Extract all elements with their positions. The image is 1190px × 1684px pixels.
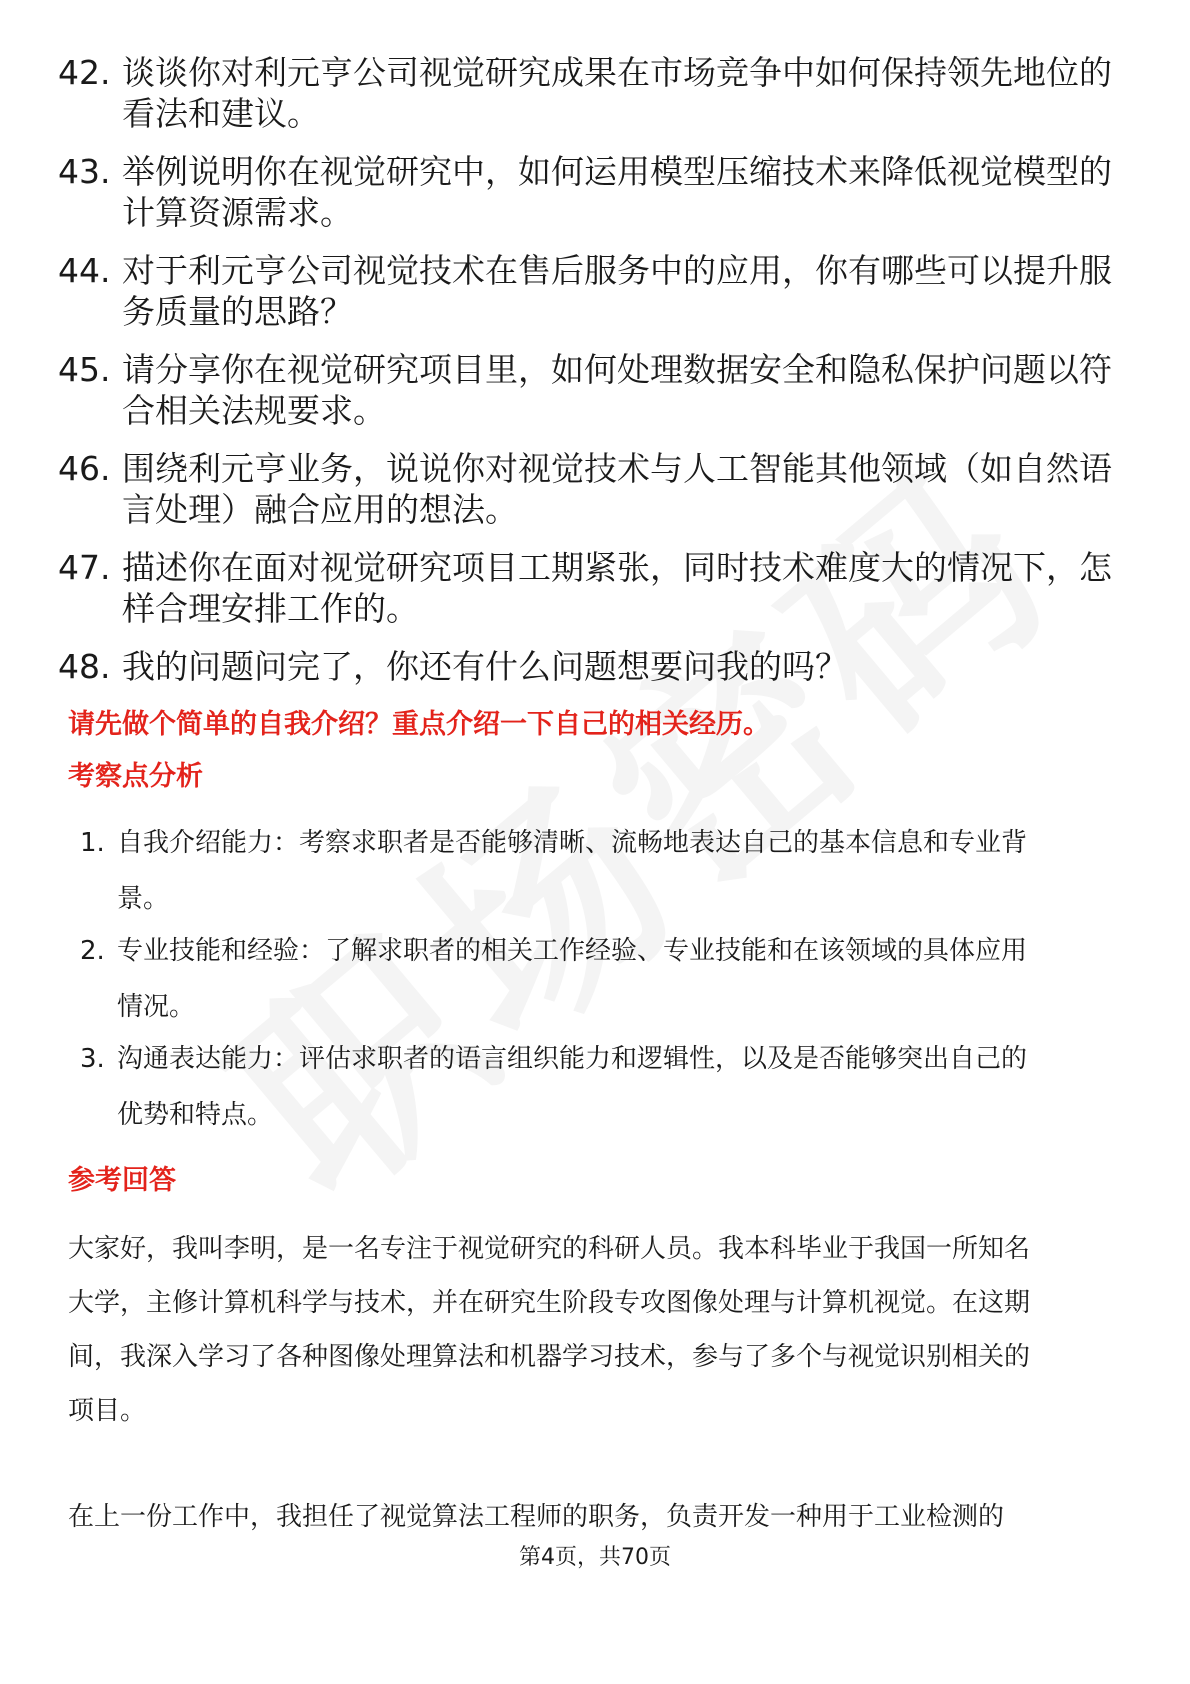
point-number: 3. bbox=[80, 1044, 105, 1074]
question-text: 请分享你在视觉研究项目里，如何处理数据安全和隐私保护问题以符合相关法规要求。 bbox=[122, 350, 1112, 430]
question-item bbox=[58, 52, 1138, 134]
answer-heading: 参考回答 bbox=[68, 1165, 176, 1196]
question-item bbox=[58, 250, 1138, 332]
question-number: 44. bbox=[58, 251, 111, 290]
question-number: 42. bbox=[58, 53, 111, 92]
question-number: 43. bbox=[58, 152, 111, 191]
question-item bbox=[58, 448, 1138, 530]
question-text: 我的问题问完了，你还有什么问题想要问我的吗？ bbox=[122, 647, 848, 686]
point-number: 1. bbox=[80, 828, 105, 858]
point-number: 2. bbox=[80, 936, 105, 966]
question-item bbox=[58, 646, 1138, 687]
question-text: 举例说明你在视觉研究中，如何运用模型压缩技术来降低视觉模型的计算资源需求。 bbox=[122, 152, 1112, 232]
section-question-heading: 请先做个简单的自我介绍？重点介绍一下自己的相关经历。 bbox=[68, 709, 770, 740]
analysis-point bbox=[80, 1031, 1130, 1143]
question-text: 对于利元亨公司视觉技术在售后服务中的应用，你有哪些可以提升服务质量的思路？ bbox=[122, 251, 1112, 331]
question-number: 46. bbox=[58, 449, 111, 488]
analysis-heading: 考察点分析 bbox=[68, 761, 203, 792]
answer-paragraph: 在上一份工作中，我担任了视觉算法工程师的职务，负责开发一种用于工业检测的 bbox=[68, 1502, 1005, 1532]
analysis-point bbox=[80, 923, 1130, 1035]
point-text: 自我介绍能力：考察求职者是否能够清晰、流畅地表达自己的基本信息和专业背景。 bbox=[117, 828, 1028, 914]
question-number: 48. bbox=[58, 647, 111, 686]
question-text: 围绕利元亨业务，说说你对视觉技术与人工智能其他领域（如自然语言处理）融合应用的想法。 bbox=[122, 449, 1112, 529]
question-item bbox=[58, 151, 1138, 233]
point-text: 沟通表达能力：评估求职者的语言组织能力和逻辑性，以及是否能够突出自己的优势和特点。 bbox=[117, 1044, 1028, 1130]
question-text: 谈谈你对利元亨公司视觉研究成果在市场竞争中如何保持领先地位的看法和建议。 bbox=[122, 53, 1112, 133]
question-number: 45. bbox=[58, 350, 111, 389]
point-text: 专业技能和经验：了解求职者的相关工作经验、专业技能和在该领域的具体应用情况。 bbox=[117, 936, 1028, 1022]
question-text: 描述你在面对视觉研究项目工期紧张，同时技术难度大的情况下，怎样合理安排工作的。 bbox=[122, 548, 1112, 628]
answer-paragraph: 大家好，我叫李明，是一名专注于视觉研究的科研人员。我本科毕业于我国一所知名大学，主修计算机科学与技术，并在研究生阶段专攻图像处理与计算机视觉。在这期间，我深入学习了各种图像处理算法和机器学习技术，参与了多个与视觉识别相关的项目。 bbox=[68, 1234, 1031, 1426]
question-list bbox=[58, 52, 1138, 704]
page-footer: 第4页，共70页 bbox=[519, 1545, 671, 1570]
question-number: 47. bbox=[58, 548, 111, 587]
analysis-points bbox=[80, 815, 1130, 1143]
analysis-point bbox=[80, 815, 1130, 927]
question-item bbox=[58, 547, 1138, 629]
question-item bbox=[58, 349, 1138, 431]
